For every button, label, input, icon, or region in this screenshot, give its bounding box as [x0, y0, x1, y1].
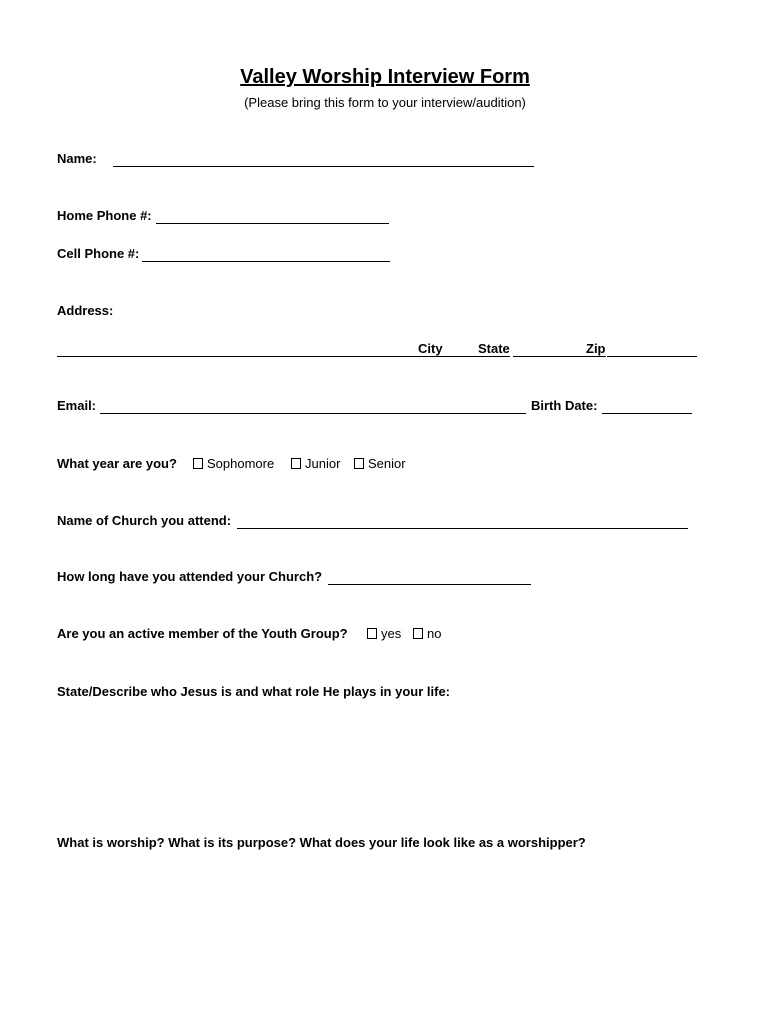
- year-question-label: What year are you?: [57, 456, 177, 471]
- email-field[interactable]: [100, 399, 526, 414]
- checkbox-senior[interactable]: [354, 458, 364, 469]
- option-senior-label: Senior: [368, 456, 406, 471]
- worship-answer-area[interactable]: [57, 856, 697, 1006]
- option-junior-label: Junior: [305, 456, 341, 471]
- name-field[interactable]: [113, 152, 534, 167]
- state-label: State: [478, 341, 510, 356]
- city-field[interactable]: [443, 342, 478, 357]
- attended-length-label: How long have you attended your Church?: [57, 569, 323, 584]
- home-phone-label: Home Phone #:: [57, 208, 152, 223]
- state-field[interactable]: [513, 342, 586, 357]
- option-no-label: no: [427, 626, 442, 641]
- city-label: City: [418, 341, 443, 356]
- jesus-question: State/Describe who Jesus is and what role He plays in your life:: [57, 684, 451, 699]
- attended-length-field[interactable]: [328, 570, 531, 585]
- checkbox-no[interactable]: [413, 628, 423, 639]
- cell-phone-label: Cell Phone #:: [57, 246, 140, 261]
- church-name-field[interactable]: [237, 514, 688, 529]
- worship-question: What is worship? What is its purpose? What does your life look like as a worshipper?: [57, 835, 586, 850]
- option-junior[interactable]: [291, 456, 340, 471]
- email-label: Email:: [57, 398, 97, 413]
- name-label: Name:: [57, 151, 97, 166]
- option-no[interactable]: [413, 626, 441, 641]
- home-phone-field[interactable]: [156, 209, 389, 224]
- option-yes-label: yes: [381, 626, 402, 641]
- birth-date-field[interactable]: [602, 399, 692, 414]
- option-yes[interactable]: [367, 626, 401, 641]
- option-senior[interactable]: [354, 456, 406, 471]
- jesus-answer-area[interactable]: [57, 704, 697, 824]
- zip-field[interactable]: [607, 342, 697, 357]
- birth-date-label: Birth Date:: [531, 398, 598, 413]
- option-sophomore[interactable]: [193, 456, 274, 471]
- cell-phone-field[interactable]: [142, 247, 390, 262]
- checkbox-yes[interactable]: [367, 628, 377, 639]
- zip-label: Zip: [586, 341, 606, 356]
- form-subtitle: (Please bring this form to your interview/audition): [244, 95, 526, 110]
- option-sophomore-label: Sophomore: [207, 456, 275, 471]
- church-name-label: Name of Church you attend:: [57, 513, 232, 528]
- checkbox-sophomore[interactable]: [193, 458, 203, 469]
- address-label: Address:: [57, 303, 114, 318]
- checkbox-junior[interactable]: [291, 458, 301, 469]
- form-title: Valley Worship Interview Form: [240, 66, 530, 88]
- address-field[interactable]: [57, 342, 418, 357]
- youth-group-label: Are you an active member of the Youth Group?: [57, 626, 348, 641]
